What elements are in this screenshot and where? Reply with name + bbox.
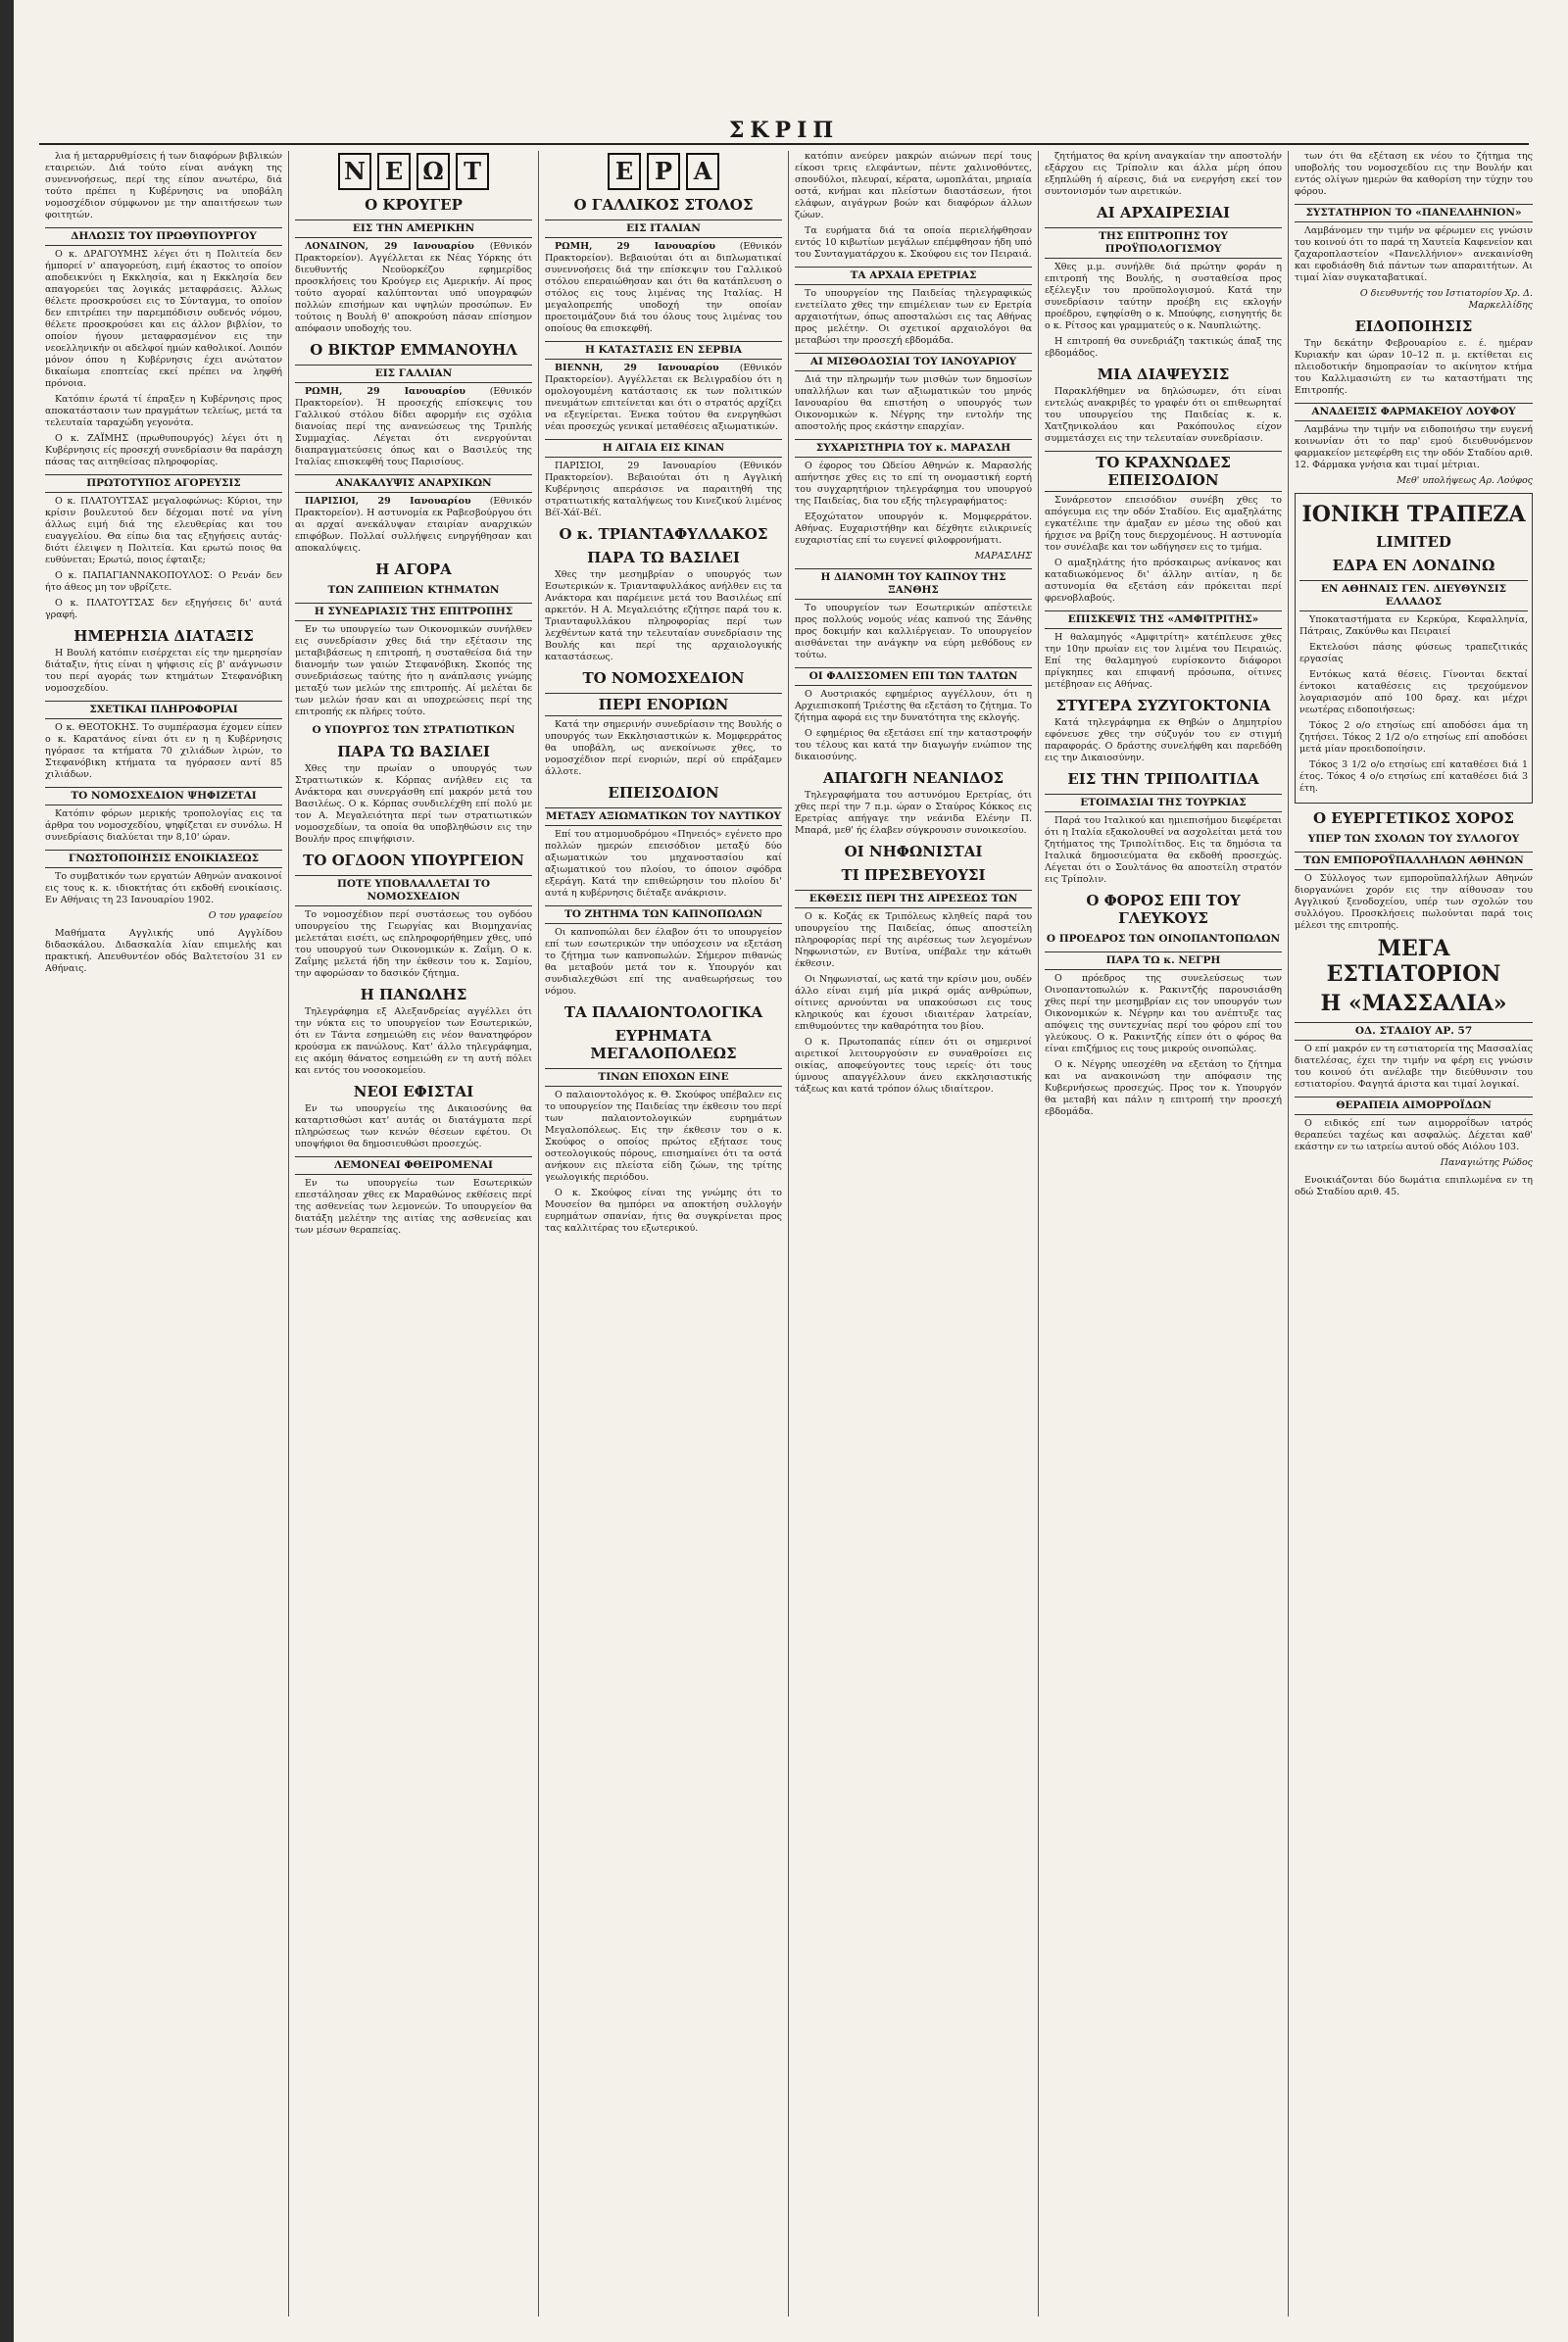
paragraph: Ο κ. ΘΕΟΤΟΚΗΣ. Το συμπέρασμα έχομεν είπεν ο κ. Καρατάνος είναι ότι εν η η Κυβέρνησις ηγόρασε τα κτήματα 70 χιλιάδων λιρών, το Στεφανόβικη κτήματα τα ηγόρασεν αντί 85 χιλιάδων. <box>45 722 282 780</box>
subheadline: Η ΣΥΝΕΔΡΙΑΣΙΣ ΤΗΣ ΕΠΙΤΡΟΠΗΣ <box>295 603 532 621</box>
ad-subtitle: ΕΝ ΑΘΗΝΑΙΣ ΓΕΝ. ΔΙΕΥΘΥΝΣΙΣ ΕΛΛΑΔΟΣ <box>1299 580 1528 611</box>
paragraph: Εξοχώτατον υπουργόν κ. Μομφερράτον. Αθήνας. Ευχαριστήθην και δέχθητε ειλικρινείς ευχαριστίας επί τω ευγενεί φιλοφρονήματι. <box>795 512 1032 546</box>
column-1 <box>39 151 289 2317</box>
headline: ΓΝΩΣΤΟΠΟΙΗΣΙΣ ΕΝΟΙΚΙΑΣΕΩΣ <box>45 850 282 868</box>
masthead <box>39 116 1529 145</box>
paragraph: Συνάρεστον επεισόδιον συνέβη χθες το απόγευμα εις την οδόν Σταδίου. Εις αμαξηλάτης εγκατέλιπε την άμαξαν εν μέσω της οδού και ήρχισε να βρίζη τους διερχομένους. Η αστυνομία τον συνέλαβε και τον ωδήγησεν εις το τμήμα. <box>1045 495 1282 553</box>
paragraph: Κατά την σημερινήν συνεδρίασιν της Βουλής ο υπουργός των Εκκλησιαστικών κ. Μομφερράτος θα υποβάλη, ως ανεκοίνωσε χθες, το νομοσχέδιον περί ενοριών, περί ού επράξαμεν άλλοτε. <box>545 719 782 777</box>
paragraph: Οι Νηφωνισταί, ως κατά την κρίσιν μου, ουδέν άλλο είναι ειμή μία μικρά ομάς ανθρώπων, οίτινες αρνούνται να υπακούσωσι εις τους κληρικούς και έχουσι ιδιαιτέραν λατρείαν, επιθυμούντες την καθαρότητα του βίου. <box>795 974 1032 1032</box>
paragraph: (Εθνικόν Πρακτορείον). Ή προσεχής επίσκεψις του Γαλλικού στόλου δίδει αφορμήν εις σχόλια διανοίας περί της ανανεώσεως της Τριπλής Συμμαχίας. Λέγεται ότι ενεργούνται διαπραγματεύσεις όπως και ο Βασιλεύς της Ιταλίας επισκεφθή τους Παρισίους. <box>295 386 532 467</box>
headline: Ο ΥΠΟΥΡΓΟΣ ΤΩΝ ΣΤΡΑΤΙΩΤΙΚΩΝ <box>312 724 515 736</box>
paragraph: Εκτελούσι πάσης φύσεως τραπεζιτικάς εργασίας <box>1299 642 1528 664</box>
paragraph: ΠΑΡΙΣΙΟΙ, 29 Ιανουαρίου (Εθνικόν Πρακτορείον). Βεβαιούται ότι η Αγγλική Κυβέρνησις απεράσισε να παραιτηθή της στρατιωτικής καταλήψεως του Κινεζικού λιμένος Βέϊ-Χάϊ-Βέϊ. <box>545 461 782 518</box>
paragraph: Λαμβάνω την τιμήν να ειδοποιήσω την ευγενή κοινωνίαν ότι το παρ' εμού διευθυνόμενον φαρμακείον μετεφέρθη εις την οδόν Σταδίου αριθ. 12. Φάρμακα γνήσια και τιμαί μέτριαι. <box>1295 424 1533 470</box>
paragraph: Ο εφημέριος θα εξετάσει επί την καταστροφήν του τέλους και κατά την διαγωγήν ενώπιον της δικαιοσύνης. <box>795 728 1032 762</box>
masthead-title: ΣΚΡΙΠ <box>728 118 840 143</box>
column-2 <box>289 151 539 2317</box>
paragraph: Η Βουλή κατόπιν εισέρχεται είς την ημερησίαν διάταξιν, ήτις είναι η ψήφισις είς β' ανάγνωσιν του περί αγοράς των κτημάτων Στεφανόβικη νομοσχεδίου. <box>45 648 282 694</box>
ad-subtitle: LIMITED <box>1376 533 1451 551</box>
headline: ΕΙΣ ΤΗΝ ΤΡΙΠΟΛΙΤΙΔΑ <box>1067 770 1259 788</box>
headline: ΔΗΛΩΣΙΣ ΤΟΥ ΠΡΩΘΥΠΟΥΡΓΟΥ <box>45 227 282 246</box>
subheadline: ΕΤΟΙΜΑΣΙΑΙ ΤΗΣ ΤΟΥΡΚΙΑΣ <box>1045 794 1282 812</box>
paragraph: Τηλεγράφημα εξ Αλεξανδρείας αγγέλλει ότι την νύκτα εις το υπουργείον των Εσωτερικών, ότι εν Τάντα εσημειώθη εις νέον θανατηφόρον κρούσμα εκ πανώλους. Κατ' άλλο τηλεγράφημα, εις ακόμη θάνατος εσημειώθη εν τη αυτή πόλει και εντός του νοσοκομείου. <box>295 1006 532 1076</box>
dateline: ΛΟΝΔΙΝΟΝ, 29 Ιανουαρίου <box>305 241 474 252</box>
subheadline: ΥΠΕΡ ΤΩΝ ΣΧΟΛΩΝ ΤΟΥ ΣΥΛΛΟΓΟΥ <box>1307 833 1520 845</box>
signature: Ο διευθυντής του Ιστιατορίου Χρ. Δ. Μαρκελλίδης <box>1359 288 1533 311</box>
subheadline: ΕΙΣ ΤΗΝ ΑΜΕΡΙΚΗΝ <box>295 220 532 238</box>
paragraph: (Εθνικόν Πρακτορείον). Αγγέλλεται εκ Βελιγραδίου ότι η ομολογουμένη κατάστασις εκ των πολιτικών πνευμάτων επιτείνεται και ότι ο στρατός αρχίζει να εξεγείρεται. Ένεκα τούτου θα ενεργηθώσι νέαι προσεχώς γενικαί μεταθέσεις αξιωματικών. <box>545 363 782 432</box>
headline: ΕΙΔΟΠΟΙΗΣΙΣ <box>1354 317 1473 335</box>
neotera-letter: Ε <box>377 153 411 190</box>
dateline: ΡΩΜΗ, 29 Ιανουαρίου <box>555 241 715 252</box>
paragraph: Ο έφορος του Ωδείου Αθηνών κ. Μαρασλής απήντησε χθες εις το επί τη ονομαστική εορτή του συγχαρητήριον τηλεγράφημα του υπουργού της Παιδείας, δια του εξής τηλεγραφήματος: <box>795 461 1032 507</box>
paragraph: Παρακλήθημεν να δηλώσωμεν, ότι είναι εντελώς ανακριβές το γραφέν ότι οι επιθεωρηταί του υπουργείου της Παιδείας κ. κ. Χατζηνικολάου και Ρακόπουλος είχον συμμετάσχει εις την τελευταίαν συνεδρίασιν. <box>1045 386 1282 444</box>
headline: Ο ΒΙΚΤΩΡ ΕΜΜΑΝΟΥΗΛ <box>310 341 517 359</box>
neotera-letter: Τ <box>456 153 489 190</box>
paragraph: Ο κ. Κοζάς εκ Τριπόλεως κληθείς παρά του υπουργείου της Παιδείας, όπως αποστείλη πληροφορίας περί της αιρέσεως των λεγομένων Νηφωνιστών, εν Βυτίνα, υπέβαλε την κάτωθι έκθεσιν. <box>795 911 1032 969</box>
headline: ΤΟ ΖΗΤΗΜΑ ΤΩΝ ΚΑΠΝΟΠΩΛΩΝ <box>545 905 782 924</box>
paragraph: Το υπουργείον των Εσωτερικών απέστειλε προς πολλούς νομούς νέας καπνού της Ξάνθης προς δοκιμήν και καλλιέργειαν. Το υπουργείον αισθάνεται την ανάγκην να εύρη μεθόδους εν τούτω. <box>795 603 1032 660</box>
paragraph: Το υπουργείον της Παιδείας τηλεγραφικώς ενετείλατο χθες την επιμέλειαν των εν Ερετρία αρχαιοτήτων, όπως αποσταλώσι εις τας Αθήνας προς μελέτην. Οι σχετικοί αρχαιολόγοι θα μεταβώσι την προσεχή εβδομάδα. <box>795 288 1032 346</box>
headline: Ο κ. ΤΡΙΑΝΤΑΦΥΛΛΑΚΟΣ <box>559 525 768 543</box>
subheadline: Ο ΠΡΟΕΔΡΟΣ ΤΩΝ ΟΙΝΟΠΑΝΤΟΠΩΛΩΝ <box>1046 933 1281 945</box>
headline: Η ΑΓΟΡΑ <box>375 561 452 578</box>
headline: ΘΕΡΑΠΕΙΑ ΑΙΜΟΡΡΟΪΔΩΝ <box>1295 1097 1533 1115</box>
subheadline: ΤΗΣ ΕΠΙΤΡΟΠΗΣ ΤΟΥ ΠΡΟΫΠΟΛΟΓΙΣΜΟΥ <box>1045 227 1282 259</box>
headline: ΕΠΕΙΣΟΔΙΟΝ <box>608 784 719 802</box>
paragraph: Εν τω υπουργείω των Εσωτερικών επεστάλησαν χθες εκ Μαραθώνος εκθέσεις περί της ασθενείας των λεμονεών. Το υπουργείον θα διατάξη μελέτην της αιτίας της ασθενείας και των μέσων θεραπείας. <box>295 1178 532 1236</box>
column-5 <box>1039 151 1289 2317</box>
paragraph: Ο πρόεδρος της συνελεύσεως των Οινοπαντοπωλών κ. Ρακιντζής παρουσιάσθη χθες περί την μεσημβρίαν εις τον υπουργόν των Οικονομικών κ. Νέγρην και του ανέπτυξε τας απόψεις της συντεχνίας περί του φόρου επί του γλεύκους. Ο κ. Ρακιντζής είπεν ότι ο φόρος θα είναι επιζήμιος εις τους μικρούς οινοπώλας. <box>1045 973 1282 1054</box>
paragraph: Το συμβατικόν των εργατών Αθηνών ανακοινοί εις τους κ. κ. ιδιοκτήτας ότι εκδοθή ενοικίασις. Εν Αθήναις τη 23 Ιανουαρίου 1902. <box>45 871 282 905</box>
headline: ΝΕΟΙ ΕΦΙΣΤΑΙ <box>353 1083 474 1100</box>
subheadline: ΜΕΤΑΞΥ ΑΞΙΩΜΑΤΙΚΩΝ ΤΟΥ ΝΑΥΤΙΚΟΥ <box>545 807 782 826</box>
signature: Μεθ' υπολήψεως Αρ. Λούφος <box>1396 475 1533 486</box>
headline: ΣΥΣΤΑΤΗΡΙΟΝ ΤΟ «ΠΑΝΕΛΛΗΝΙΟΝ» <box>1295 204 1533 222</box>
subheadline: ΠΑΡΑ ΤΩ κ. ΝΕΓΡΗ <box>1045 951 1282 970</box>
headline: ΑΠΑΓΩΓΗ ΝΕΑΝΙΔΟΣ <box>822 769 1004 787</box>
dateline: ΡΩΜΗ, 29 Ιανουαρίου <box>305 386 466 397</box>
neotera-letter: Ε <box>608 153 641 190</box>
paragraph: Τηλεγραφήματα του αστυνόμου Ερετρίας, ότι χθες περί την 7 π.μ. ώραν ο Σταύρος Κόκκος εις Ερετρίας απήγαγε την νεάνιδα Ελένην Π. Μπαρά, μεθ' ής έλαβεν σύγκρουσιν συνοικεσίου. <box>795 790 1032 836</box>
columns <box>39 151 1539 2317</box>
paragraph: Ο κ. Σκούφος είναι της γνώμης ότι το Μουσείον θα ημπόρει να αποκτήση συλλογήν ευρημάτων σπανίαν, ήτις θα συγκρίνεται προς τας καλλιτέρας του εξωτερικού. <box>545 1188 782 1234</box>
binding-edge <box>0 0 14 2342</box>
subheadline: ΕΙΣ ΓΑΛΛΙΑΝ <box>295 365 532 383</box>
headline: Ο ΚΡΟΥΓΕΡ <box>365 196 463 214</box>
paragraph: των ότι θα εξέταση εκ νέου το ζήτημα της υποβολής του νομοσχεδίου εις την Βουλήν και εντός ολίγων ημερών θα καθορίση την τύχην του φόρου. <box>1295 151 1533 197</box>
headline: ΑΝΑΚΑΛΥΨΙΣ ΑΝΑΡΧΙΚΩΝ <box>295 474 532 493</box>
headline: ΠΡΩΤΟΤΥΠΟΣ ΑΓΟΡΕΥΣΙΣ <box>45 474 282 493</box>
section-title-neotera-cont <box>545 153 782 190</box>
headline: ΤΟ ΝΟΜΟΣΧΕΔΙΟΝ <box>582 669 745 687</box>
subheadline: ΠΕΡΙ ΕΝΟΡΙΩΝ <box>545 693 782 716</box>
ad-subtitle: ΟΔ. ΣΤΑΔΙΟΥ ΑΡ. 57 <box>1295 1022 1533 1041</box>
column-3 <box>539 151 789 2317</box>
paragraph: Εντόκως κατά θέσεις. Γίνονται δεκταί έντοκοι καταθέσεις εις τρεχούμενον λογαριασμόν από 100 δραχ. και μέχρι νεωτέρας ειδοποιήσεως: <box>1299 669 1528 715</box>
paragraph: Το νομοσχέδιον περί συστάσεως του ογδόου υπουργείου της Γεωργίας και Βιομηχανίας μελετάται εισέτι, ως επληροφορήθημεν χθες, υπό του υπουργού των Οικονομικών κ. Ζαΐμη. Ο κ. Ζαΐμης μελετά ήδη την έκθεσιν του κ. Σαμίου, την αφορώσαν το δασικόν ζήτημα. <box>295 909 532 979</box>
paragraph: (Εθνικόν Πρακτορείον). Η αστυνομία εκ Ραβεσβούργου ότι αι αρχαί ανεκάλυψαν εταιρίαν αναρχικών επιφόβων. Πολλαί συλλήψεις ενηργήθησαν και αποκαλύψεις. <box>295 496 532 554</box>
column-6 <box>1289 151 1539 2317</box>
paragraph: Ο ειδικός επί των αιμορροΐδων ιατρός θεραπεύει ταχέως και ασφαλώς. Δέχεται καθ' εκάστην εν τω ιατρείω αυτού οδός Αιόλου 103. <box>1295 1118 1533 1152</box>
paragraph: Χθες μ.μ. συνήλθε διά πρώτην φοράν η επιτροπή της Βουλής, η συσταθείσα προς εξέλεγξιν του προϋπολογισμού. Κατά την συνεδρίασιν ταύτην προέβη εις εκλογήν προέδρου, εψηφίσθη ο κ. Μπούφης, εισηγητής δε ο κ. Ρίτσος και γραμματεύς ο κ. Ναυπλιώτης. <box>1045 262 1282 331</box>
paragraph: Οι καπνοπώλαι δεν έλαβον ότι το υπουργείον επί των εσωτερικών την υπόσχεσιν να εξετάση το ζήτημα των καπνοπωλών. Σήμερον πιθανώς θα μεταβούν μετά τον κ. Υπουργόν και συνδιαλεχθώσι επί της αναθεωρήσεως του νόμου. <box>545 927 782 997</box>
headline: ΣΤΥΓΕΡΑ ΣΥΖΥΓΟΚΤΟΝΙΑ <box>1055 697 1271 714</box>
paragraph: Ο παλαιοντολόγος κ. Θ. Σκούφος υπέβαλεν εις το υπουργείον της Παιδείας την έκθεσιν του περί των παλαιοντολογικών ευρημάτων Μεγαλοπόλεως. Εις την έκθεσιν του ο κ. Σκούφος ο οποίος πρώτος εξήτασε τους οστεολογικούς πόρους, επισημαίνει ότι τα οστά ανήκουν εις πλείστα είδη ζώων, της τρίτης γεωλογικής περιόδου. <box>545 1090 782 1183</box>
headline: ΕΠΙΣΚΕΨΙΣ ΤΗΣ «ΑΜΦΙΤΡΙΤΗΣ» <box>1045 610 1282 629</box>
paragraph: Ο Σύλλογος των εμποροϋπαλλήλων Αθηνών διοργανώνει χορόν εις την αίθουσαν του Αγγλικού ξενοδοχείου, υπέρ των σχολών του συλλόγου. Προσκλήσεις πωλούνται παρά τοις μέλεσι της επιτροπής. <box>1295 873 1533 931</box>
signature: Παναγιώτης Ρώδος <box>1440 1157 1533 1168</box>
headline: ΟΙ ΦΑΛΙΣΣΟΜΕΝ ΕΠΙ ΤΩΝ ΤΑΛΤΩΝ <box>795 667 1032 686</box>
headline: Ο ΦΟΡΟΣ ΕΠΙ ΤΟΥ ΓΛΕΥΚΟΥΣ <box>1086 892 1241 927</box>
paragraph: (Εθνικόν Πρακτορείον). Αγγέλλεται εκ Νέας Υόρκης ότι διευθυντής Νεοϋορκέζου εφημερίδος προσκλήσεις του Κρούγερ εις Αμερικήν. Αί προς τούτο αγοραί καλύπτονται υπό υπογραφών πολλών επισήμων και υψηλών προσώπων. Εν τούτοις η Βουλή θ' αποκρούση πάσαν επίσημον απόφασιν υποδοχής του. <box>295 241 532 334</box>
paragraph: Ο κ. ΔΡΑΓΟΥΜΗΣ λέγει ότι η Πολιτεία δεν ήμπορεί ν' απαγορεύση, ειμή έκαστος το οποίον αποδεικνύει η Εκκλησία, και η Εκκλησία δεν απαγορεύει τας λογικάς μεταφράσεις. Άλλως θέλετε προσκρούσει εις το Σύνταγμα, το οποίον δεν επιτρέπει την παρεμπόδισιν ουδενός νόμου, θέλετε προσκρούσει και εις άλλον βιβλίον, το οποίον ήγουν μεταφρασμένον εις την νεοελληνικήν οι αδελφοί ημών καθολικοί. Λοιπόν μόνον όπου η Κυβέρνησις έχει ανώτατον δικαίωμα εποπτείας εκεί πρέπει να ληφθή πρόνοια. <box>45 249 282 389</box>
paragraph: ζητήματος θα κρίνη αναγκαίαν την αποστολήν εξάρχου εις Τρίπολιν και άλλα μέρη όπου εξηπλώθη ή αίρεσις, διά να ενεργήση εκεί τον συντονισμόν των αιρετικών. <box>1045 151 1282 197</box>
headline: ΤΟ ΟΓΔΟΟΝ ΥΠΟΥΡΓΕΙΟΝ <box>303 852 524 869</box>
subheadline: ΠΑΡΑ ΤΩ ΒΑΣΙΛΕΙ <box>337 743 490 760</box>
headline: ΗΜΕΡΗΣΙΑ ΔΙΑΤΑΞΙΣ <box>74 627 254 645</box>
paragraph: Ο κ. ΖΑΪΜΗΣ (πρωθυπουργός) λέγει ότι η Κυβέρνησις είς προσεχή συνεδρίασιν θα παράσχη πάσας τας αιτηθείσας πληροφορίας. <box>45 433 282 467</box>
subheadline: ΤΩΝ ΖΑΠΠΕΙΩΝ ΚΤΗΜΑΤΩΝ <box>327 584 500 596</box>
headline: Η ΠΑΝΩΛΗΣ <box>360 986 467 1003</box>
headline: ΑΙ ΜΙΣΘΟΔΟΣΙΑΙ ΤΟΥ ΙΑΝΟΥΑΡΙΟΥ <box>795 353 1032 371</box>
headline: ΟΙ ΝΗΦΩΝΙΣΤΑΙ <box>844 843 983 860</box>
subheadline: ΕΥΡΗΜΑΤΑ ΜΕΓΑΛΟΠΟΛΕΩΣ <box>590 1027 737 1062</box>
paragraph: Κατόπιν έρωτά τί έπραξεν η Κυβέρνησις προς αποκατάστασιν των πραγμάτων τελείως, μετά τα τελευταία ταραχώδη γεγονότα. <box>45 394 282 428</box>
headline: ΑΝΑΔΕΙΞΙΣ ΦΑΡΜΑΚΕΙΟΥ ΛΟΥΦΟΥ <box>1295 403 1533 421</box>
paragraph: Ο κ. Πρωτοπαπάς είπεν ότι οι σημερινοί αιρετικοί λειτουργούσιν εν συναθροίσει εις οικίας, αποφεύγοντες τους ιερείς· ότι τους ύμνους απαγγέλλουν άνευ εκκλησιαστικής τάξεως και κατά τρόπον όλως ιδιαίτερον. <box>795 1037 1032 1095</box>
neotera-letter: Α <box>686 153 719 190</box>
ad-title: ΙΟΝΙΚΗ ΤΡΑΠΕΖΑ <box>1301 502 1526 527</box>
headline: ΛΕΜΟΝΕΑΙ ΦΘΕΙΡΟΜΕΝΑΙ <box>295 1156 532 1175</box>
paragraph: Ο κ. ΠΑΠΑΓΙΑΝΝΑΚΟΠΟΥΛΟΣ: Ο Ρενάν δεν ήτο άθεος μη τον υβρίζετε. <box>45 570 282 593</box>
paragraph: Ο κ. ΠΛΑΤΟΥΤΣΑΣ μεγαλοφώνως: Κύριοι, την κρίσιν βουλευτού δεν δέχομαι ποτέ να γίνη άλλως ειμή διά της ελευθερίας και του ευαγγελίου. Θα είπω δια τας εξηγήσεις αυτάς· διότι έλειψεν η Πολιτεία. Και ερωτώ ποιος θα ευθύνεται; Ερωτώ, ποιος έφταιξε; <box>45 496 282 565</box>
paragraph: Εν τω υπουργείω των Οικονομικών συνήλθεν εις συνεδρίασιν χθες διά την εξέτασιν της μεταβιβάσεως η επιτροπή, η συσταθείσα διά την διανομήν των γαιών Στεφανόβικη. Σκοπός της συνεδριάσεως ταύτης ήτο η ανάπλασις γνώμης μεταξύ των μελών της επιτροπής. Αί μελέται δε των μελών ήσαν και αι υποχρεώσεις περί της επιτροπής εκ πλήρες τούτο. <box>295 624 532 717</box>
paragraph: Ο κ. Νέγρης υπεσχέθη να εξετάση το ζήτημα και να ανακοινώση την απόφασιν της Κυβερνήσεως προσεχώς. Προς τον κ. Υπουργόν θα μεταβή και πάλιν η επιτροπή την προσεχή εβδομάδα. <box>1045 1059 1282 1117</box>
neotera-letter: Ω <box>416 153 450 190</box>
paragraph: Η επιτροπή θα συνεδριάζη τακτικώς άπαξ της εβδομάδος. <box>1045 336 1282 359</box>
ad-title: Η «ΜΑΣΣΑΛΙΑ» <box>1320 991 1507 1016</box>
paragraph: Διά την πληρωμήν των μισθών των δημοσίων υπαλλήλων και των αξιωματικών του μηνός Ιανουαρίου θα επιστήση ο υπουργός των Οικονομικών κ. Νέγρης την εντολήν της αποστολής προς εκάστην επαρχίαν. <box>795 374 1032 432</box>
paragraph: Την δεκάτην Φεβρουαρίου ε. έ. ημέραν Κυριακήν και ώραν 10–12 π. μ. εκτίθεται εις πλειοδοτικήν δημοπρασίαν το ακίνητον κτήμα του Καλλιμασιώτη εν τω καταστήματι της Επιτροπής. <box>1295 338 1533 396</box>
paragraph: λια ή μεταρρυθμίσεις ή των διαφόρων βιβλικών εταιρειών. Διά τούτο είναι ανάγκη της συνεννοήσεως, περί της είπον ανωτέρω, διά τούτο πρέπει η Κυβέρνησις να υποβάλη νομοσχέδιον σύμφωνον με την απαιτήσεων των φοιτητών. <box>45 151 282 220</box>
headline: Ο ΓΑΛΛΙΚΟΣ ΣΤΟΛΟΣ <box>573 196 754 214</box>
paragraph: Κατόπιν φόρων μερικής τροπολογίας εις τα άρθρα του νομοσχεδίου, ψηφίζεται εν συνόλω. Η συνεδρίασις διαλύεται την 8,10' ώραν. <box>45 808 282 843</box>
subheadline: ΤΩΝ ΕΜΠΟΡΟΫΠΑΛΛΗΛΩΝ ΑΘΗΝΩΝ <box>1295 852 1533 870</box>
headline: ΑΙ ΑΡΧΑΙΡΕΣΙΑΙ <box>1096 204 1231 221</box>
bank-advertisement <box>1295 493 1533 804</box>
paragraph: Ο αμαξηλάτης ήτο πρόσκαιρως ανίκανος και καταδιωκόμενος δι' άλλην αιτίαν, η δε αστυνομία θα εξετάση εάν πρόκειται περί φρενοβλαβούς. <box>1045 558 1282 604</box>
paragraph: κατόπιν ανεύρεν μακρών αιώνων περί τους είκοσι τρεις ελεφάντων, πέντε χαλινοθόντες, σπονδύλοι, πλευραί, κέρατα, ωμοπλάται, μηριαία οστά, κνήμαι και πλείστων διαστάσεων, ήτοι ελάφων, αιγάγρων βοών και διαφόρων άλλων ζώων. <box>795 151 1032 220</box>
headline: Η ΑΙΓΑΙΑ ΕΙΣ ΚΙΝΑΝ <box>545 439 782 458</box>
paragraph: Παρά του Ιταλικού και ημιεπισήμου διεφέρεται ότι η Ιταλία εξακολουθεί να ασχολείται μετά του ζητήματος της Τριπολίτιδος. Εις τα δημόσια τα Ιταλικά δημοσιεύματα θα εκδοθή προσεχώς. Λέγεται ότι ο Σουλτάνος θα αποστείλη στρατόν εις Τρίπολιν. <box>1045 815 1282 885</box>
headline: Ο ΕΥΕΡΓΕΤΙΚΟΣ ΧΟΡΟΣ <box>1313 809 1514 827</box>
paragraph: Ο κ. ΠΛΑΤΟΥΤΣΑΣ δεν εξηγήσεις δι' αυτά γραφή. <box>45 598 282 620</box>
headline: ΣΧΕΤΙΚΑΙ ΠΛΗΡΟΦΟΡΙΑΙ <box>45 701 282 719</box>
headline: Η ΔΙΑΝΟΜΗ ΤΟΥ ΚΑΠΝΟΥ ΤΗΣ ΞΑΝΘΗΣ <box>795 568 1032 600</box>
ad-subtitle: ΕΔΡΑ ΕΝ ΛΟΝΔΙΝΩ <box>1332 557 1495 574</box>
column-4 <box>789 151 1039 2317</box>
headline: ΤΟ ΚΡΑΧΝΩΔΕΣ ΕΠΕΙΣΟΔΙΟΝ <box>1045 451 1282 492</box>
headline: ΤΑ ΑΡΧΑΙΑ ΕΡΕΤΡΙΑΣ <box>795 267 1032 285</box>
paragraph: Ο Αυστριακός εφημέριος αγγέλλουν, ότι η Αρχιεπισκοπή Τριέστης θα εξετάση το ζήτημα. Το ζήτημα αφορά εις την δυνατότητα της εκλογής. <box>795 689 1032 723</box>
paragraph: Τόκος 2 ο/ο ετησίως επί αποδόσει άμα τη ζητήσει. Τόκος 2 1/2 ο/ο ετησίως επί αποδόσει μετά μίαν προειδοποίησιν. <box>1299 720 1528 755</box>
paragraph: Υποκαταστήματα εν Κερκύρα, Κεφαλληνία, Πάτραις, Ζακύνθω και Πειραιεί <box>1299 614 1528 637</box>
subheadline: ΕΙΣ ΙΤΑΛΙΑΝ <box>545 220 782 238</box>
subheadline: ΠΑΡΑ ΤΩ ΒΑΣΙΛΕΙ <box>587 549 740 566</box>
headline: Η ΚΑΤΑΣΤΑΣΙΣ ΕΝ ΣΕΡΒΙΑ <box>545 341 782 360</box>
paragraph: Μαθήματα Αγγλικής υπό Αγγλίδου διδασκάλου. Διδασκαλία λίαν επιμελής και πρακτική. Απευθυντέον οδός Βαλτετσίου 31 εν Αθήναις. <box>45 928 282 974</box>
paragraph: Ο επί μακρόν εν τη εστιατορεία της Μασσαλίας διατελέσας, έχει την τιμήν να φέρη εις γνώσιν του κοινού ότι ανέλαβε την διεύθυνσιν του εστιατορίου. Φαγητά άριστα και τιμαί λογικαί. <box>1295 1044 1533 1090</box>
paragraph: Εν τω υπουργείω της Δικαιοσύνης θα καταρτισθώσι κατ' αυτάς οι διατάγματα περί πληρώσεως των κενών θέσεων εφέτου. Οι υποψήφιοι θα δημοσιευθώσι προσεχώς. <box>295 1103 532 1149</box>
dateline: ΒΙΕΝΝΗ, 29 Ιανουαρίου <box>555 363 719 373</box>
paragraph: Λαμβάνομεν την τιμήν να φέρωμεν εις γνώσιν του κοινού ότι το παρά τη Χαυτεία Καφενείον και ζαχαροπλαστείον «Πανελλήνιον» ανεκαινίσθη και εφοδιάσθη διά πάντων των απαραιτήτων. Αι τιμαί λίαν συγκαταβατικαί. <box>1295 225 1533 283</box>
subheadline: ΕΚΘΕΣΙΣ ΠΕΡΙ ΤΗΣ ΑΙΡΕΣΕΩΣ ΤΩΝ <box>795 890 1032 908</box>
paragraph: Κατά τηλεγράφημα εκ Θηβών ο Δημητρίου εφόνευσε χθες την σύζυγόν του εν στιγμή παραφοράς. Ο δράστης συνελήφθη και παρεδόθη εις την Δικαιοσύνην. <box>1045 717 1282 763</box>
paragraph: Τόκος 3 1/2 ο/ο ετησίως επί καταθέσει διά 1 έτος. Τόκος 4 ο/ο ετησίως επί καταθέσει διά 3 έτη. <box>1299 759 1528 794</box>
paragraph: Ενοικιάζονται δύο δωμάτια επιπλωμένα εν τη οδώ Σταδίου αριθ. 45. <box>1295 1175 1533 1197</box>
subheadline: ΤΙ ΠΡΕΣΒΕΥΟΥΣΙ <box>841 866 986 884</box>
section-title-neotera <box>295 153 532 190</box>
subheadline: ΠΟΤΕ ΥΠΟΒΛΑΛΛΕΤΑΙ ΤΟ ΝΟΜΟΣΧΕΔΙΟΝ <box>295 875 532 906</box>
paragraph: Η θαλαμηγός «Αμφιτρίτη» κατέπλευσε χθες την 10ην πρωίαν εις τον λιμένα του Πειραιώς. Επί της θαλαμηγού ευρίσκοντο διάφοροι πρίγκηπες και επιφανή πρόσωπα, οίτινες μετέβησαν εις Αθήνας. <box>1045 632 1282 690</box>
paragraph: Επί του ατμομυοδρόμου «Πηνειός» εγένετο προ πολλών ημερών επεισόδιον μεταξύ δύο αξιωματικών του μηχανοστασίου καί αξιωματικού του πλοίου, το όποιον σφόδρα εξεράγη. Κατά την επιθεώρησιν του πλοίου δι' αυτά η κυβέρνησις διέταξε ανάκρισιν. <box>545 829 782 899</box>
subheadline: ΤΙΝΩΝ ΕΠΟΧΩΝ ΕΙΝΕ <box>545 1068 782 1087</box>
headline: ΜΙΑ ΔΙΑΨΕΥΣΙΣ <box>1097 366 1230 383</box>
signature: ΜΑΡΑΣΛΗΣ <box>974 551 1032 561</box>
paragraph: Χθες την μεσημβρίαν ο υπουργός των Εσωτερικών κ. Τριανταφυλλάκος ανήλθεν εις τα Ανάκτορα και παρέμεινε μετά του Βασιλέως επί αρκετόν. Η Α. Μεγαλειότης εζήτησε παρά του κ. Τριανταφυλλάκου πληροφορίας περί των λεχθέντων κατά την τελευταίαν συνεδρίασιν της Βουλής και περί της αρχαιολογικής καταστάσεως. <box>545 569 782 662</box>
ad-title: ΜΕΓΑ ΕΣΤΙΑΤΟΡΙΟΝ <box>1326 936 1501 987</box>
dateline: ΠΑΡΙΣΙΟΙ, 29 Ιανουαρίου <box>305 496 471 507</box>
paragraph: (Εθνικόν Πρακτορείον). Βεβαιούται ότι αι διπλωματικαί συνεννοήσεις διά την επίσκεψιν του Γαλλικού στόλου επεραιώθησαν και ότι θα κατάπλευση ο στόλος εις τους λιμένας της Ιταλίας. Η μεγαλοπρεπής υποδοχή την οποίαν προετοιμάζουν διά του όλους τους λιμένας του οποίους θα επισκεφθή. <box>545 241 782 334</box>
paragraph: Χθες την πρωίαν ο υπουργός των Στρατιωτικών κ. Κόρπας ανήλθεν εις τα Ανάκτορα και συνεργάσθη επί μακρόν μετά του Βασιλέως. Ο κ. Κόρπας συνδιελέχθη επί πολύ με τον Α. Μεγαλειότητα περί των στρατιωτικών νομοσχεδίων, τα οποία θα υποβληθώσιν εις την Βουλήν προς επιψήφισιν. <box>295 763 532 845</box>
signature: Ο του γραφείου <box>208 910 282 921</box>
headline: ΣΥΧΑΡΙΣΤΗΡΙΑ ΤΟΥ κ. ΜΑΡΑΣΛΗ <box>795 439 1032 458</box>
neotera-letter: Ρ <box>647 153 680 190</box>
headline: ΤΑ ΠΑΛΑΙΟΝΤΟΛΟΓΙΚΑ <box>564 1003 763 1021</box>
headline: ΤΟ ΝΟΜΟΣΧΕΔΙΟΝ ΨΗΦΙΖΕΤΑΙ <box>45 787 282 805</box>
paragraph: Τα ευρήματα διά τα οποία περιελήφθησαν εντός 10 κιβωτίων μεγάλων επέμφθησαν ήδη υπό του Συνταγματάρχου κ. Σκούφου εις τον Πειραιά. <box>795 225 1032 260</box>
neotera-letter: Ν <box>338 153 371 190</box>
